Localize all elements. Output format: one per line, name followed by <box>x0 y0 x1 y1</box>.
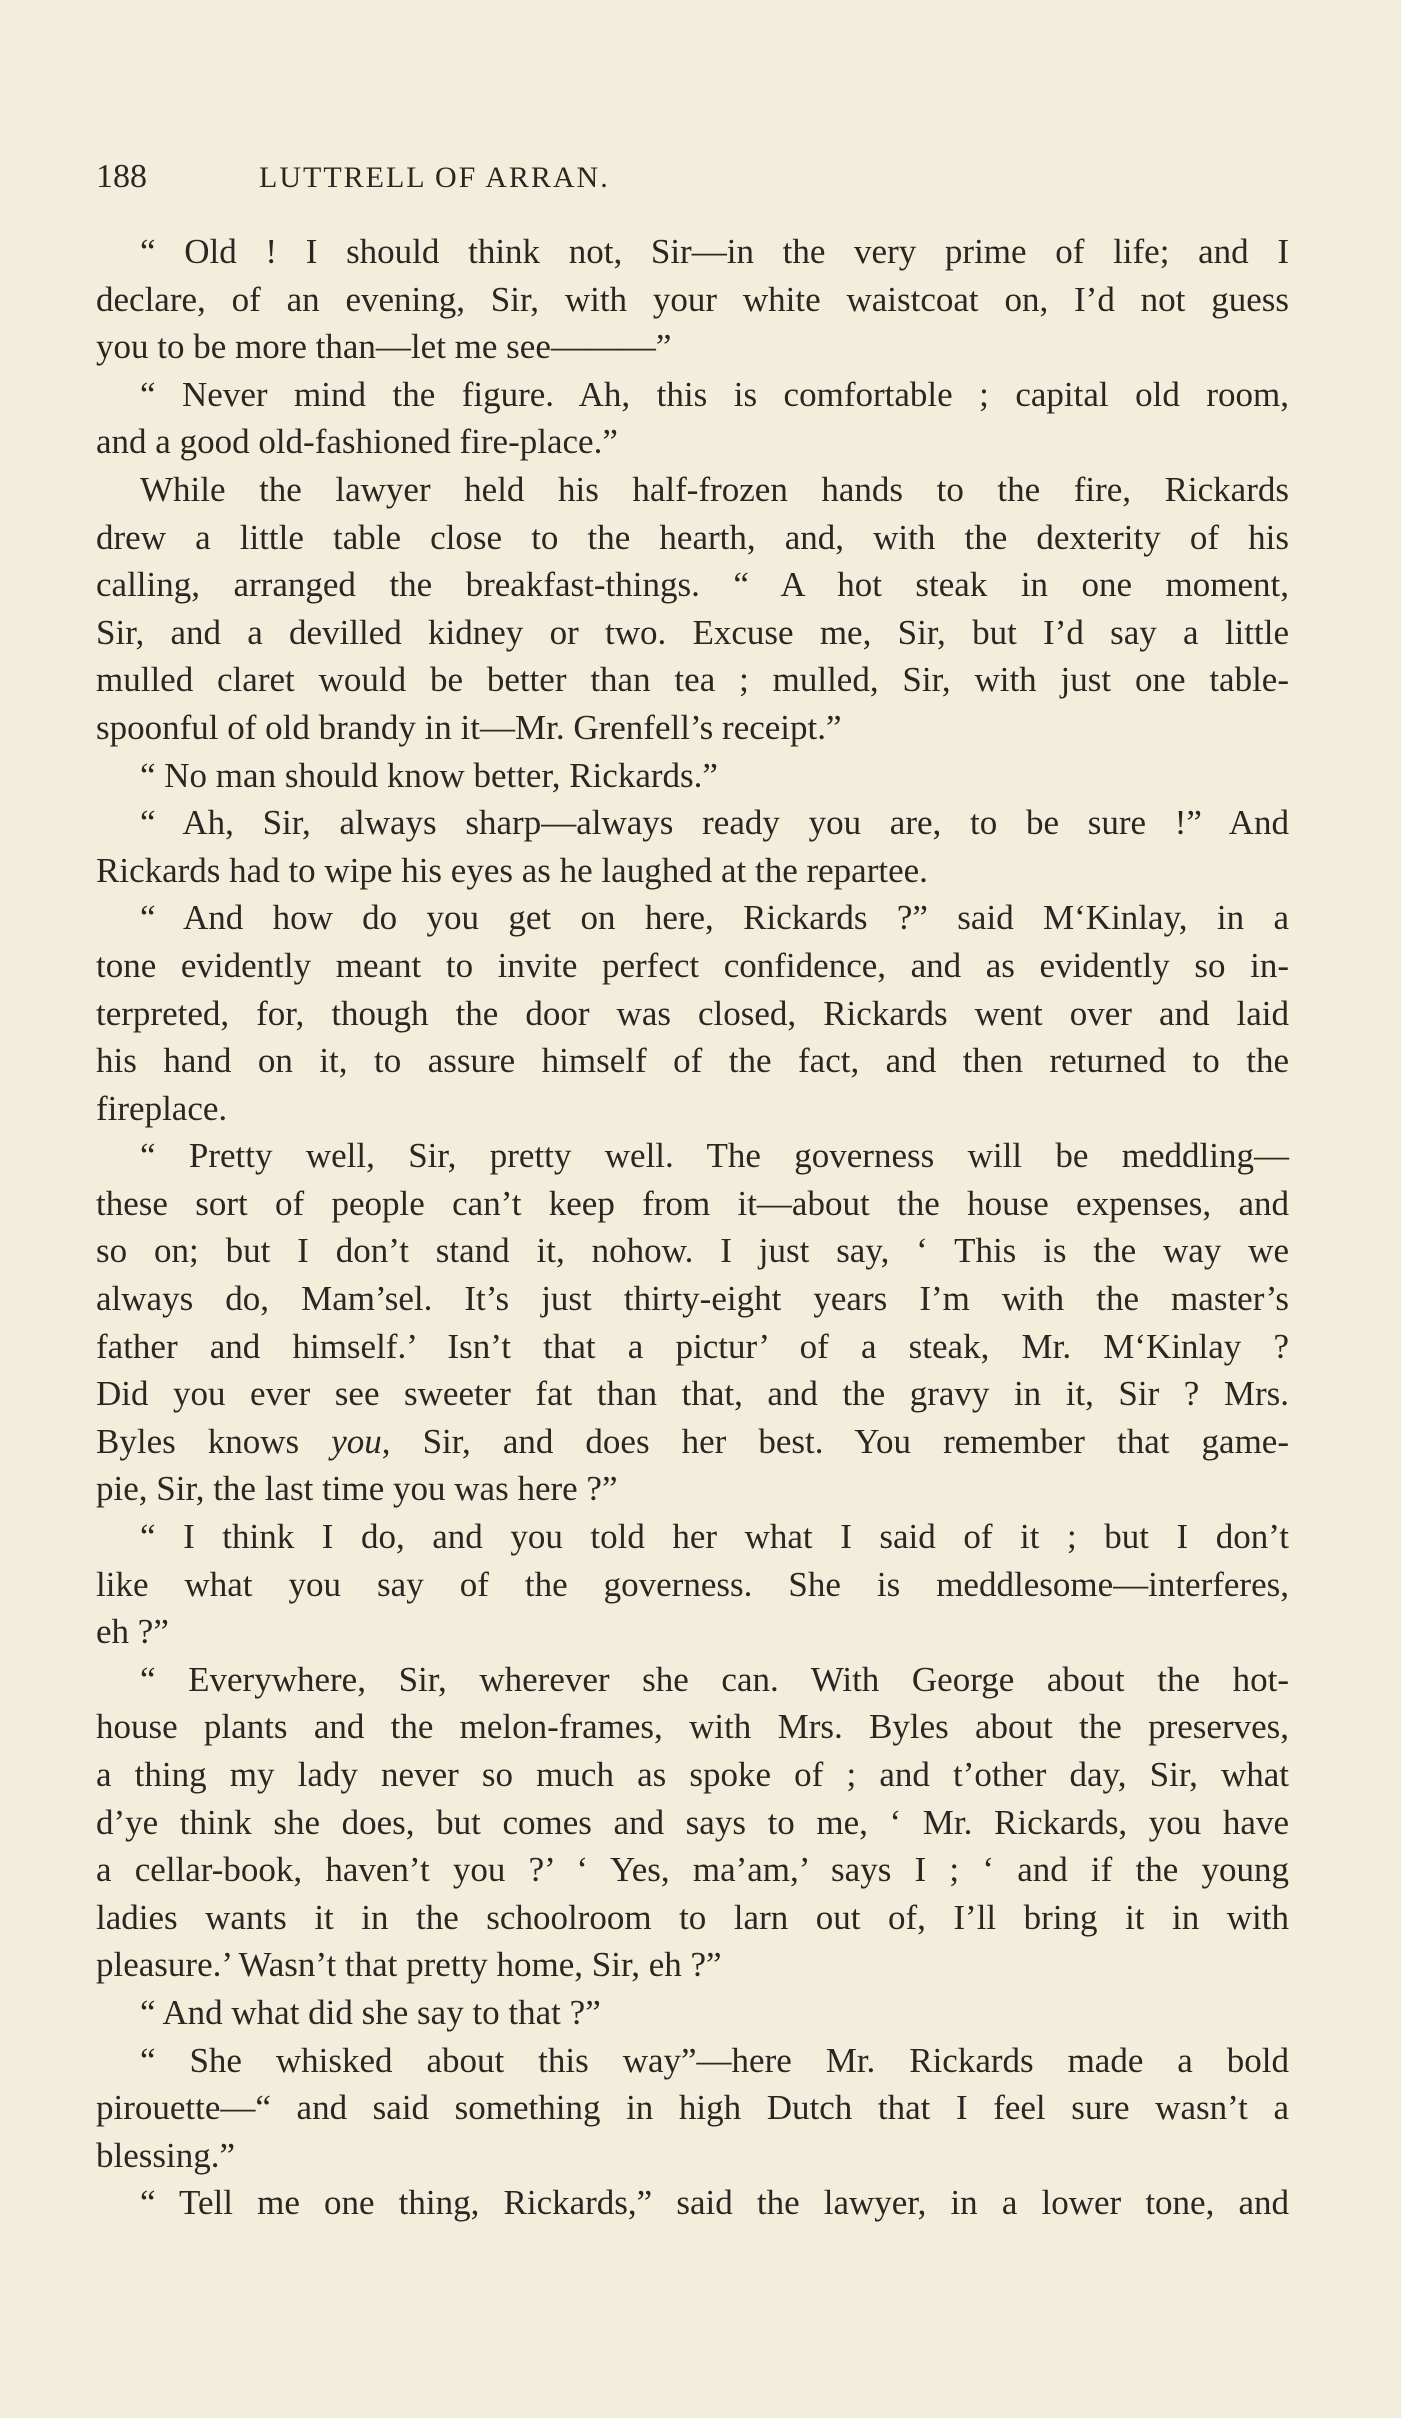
text-line: “ No man should know better, Rickards.” <box>140 755 718 795</box>
text-line: d’ye think she does, but comes and says to me, ‘ Mr. Rickards, you have <box>96 1802 1289 1842</box>
text-line: father and himself.’ Isn’t that a pictur’ of a steak, Mr. M‘Kinlay ? <box>96 1326 1289 1366</box>
text-line: terpreted, for, though the door was closed, Rickards went over and laid <box>96 993 1289 1033</box>
text-line: pleasure.’ Wasn’t that pretty home, Sir, eh ?” <box>96 1945 722 1985</box>
text-line: you to be more than—let me see———” <box>96 327 672 367</box>
text-line: “ And what did she say to that ?” <box>140 1992 601 2032</box>
text-line: Rickards had to wipe his eyes as he laughed at the repartee. <box>96 850 928 890</box>
text-line: calling, arranged the breakfast-things. “ A hot steak in one moment, <box>96 565 1289 605</box>
text-line <box>96 1418 1289 1466</box>
text-line: pie, Sir, the last time you was here ?” <box>96 1469 618 1509</box>
text-line: a thing my lady never so much as spoke of ; and t’other day, Sir, what <box>96 1755 1289 1794</box>
body-text <box>96 228 1289 2227</box>
text-segment: Byles knows <box>96 1421 332 1461</box>
text-line: declare, of an evening, Sir, with your white waistcoat on, I’d not guess <box>96 279 1289 319</box>
text-line: mulled claret would be better than tea ; mulled, Sir, with just one table- <box>96 660 1289 700</box>
text-line: always do, Mam’sel. It’s just thirty-eight years I’m with the master’s <box>96 1279 1289 1319</box>
text-line: eh ?” <box>96 1612 169 1652</box>
text-line: Sir, and a devilled kidney or two. Excuse me, Sir, but I’d say a little <box>96 612 1289 652</box>
text-line: and a good old-fashioned fire-place.” <box>96 422 618 462</box>
text-line: tone evidently meant to invite perfect confidence, and as evidently so in- <box>96 945 1289 985</box>
text-segment: , Sir, and does her best. You remember that game- <box>381 1421 1289 1461</box>
page-header <box>96 158 1286 198</box>
text-line: Did you ever see sweeter fat than that, and the gravy in it, Sir ? Mrs. <box>96 1374 1289 1414</box>
running-title: LUTTRELL OF ARRAN. <box>259 161 610 194</box>
text-line: “ Never mind the figure. Ah, this is comfortable ; capital old room, <box>140 374 1289 414</box>
text-line: so on; but I don’t stand it, nohow. I just say, ‘ This is the way we <box>96 1231 1289 1271</box>
text-line: “ She whisked about this way”—here Mr. Rickards made a bold <box>140 2040 1289 2080</box>
text-line: these sort of people can’t keep from it—about the house expenses, and <box>96 1183 1289 1223</box>
text-line: his hand on it, to assure himself of the fact, and then returned to the <box>96 1041 1289 1081</box>
text-line: “ Everywhere, Sir, wherever she can. With George about the hot- <box>140 1659 1289 1699</box>
page-number: 188 <box>96 158 147 195</box>
text-line: house plants and the melon-frames, with Mrs. Byles about the preserves, <box>96 1707 1289 1747</box>
text-line: ladies wants it in the schoolroom to larn out of, I’ll bring it in with <box>96 1897 1289 1937</box>
text-line: a cellar-book, haven’t you ?’ ‘ Yes, ma’am,’ says I ; ‘ and if the young <box>96 1850 1289 1890</box>
text-line: “ Tell me one thing, Rickards,” said the lawyer, in a lower tone, and <box>140 2183 1289 2223</box>
text-line: like what you say of the governess. She is meddlesome—interferes, <box>96 1564 1289 1604</box>
text-line: blessing.” <box>96 2135 236 2175</box>
text-line: fireplace. <box>96 1088 228 1128</box>
text-line: pirouette—“ and said something in high Dutch that I feel sure wasn’t a <box>96 2088 1289 2128</box>
text-line: “ Pretty well, Sir, pretty well. The governess will be meddling— <box>140 1136 1289 1176</box>
text-line: “ Ah, Sir, always sharp—always ready you are, to be sure !” And <box>140 803 1289 843</box>
text-line: “ I think I do, and you told her what I said of it ; but I don’t <box>140 1517 1289 1557</box>
text-line: “ Old ! I should think not, Sir—in the very prime of life; and I <box>140 232 1289 271</box>
text-line: While the lawyer held his half-frozen hands to the fire, Rickards <box>140 469 1289 509</box>
text-line: “ And how do you get on here, Rickards ?” said M‘Kinlay, in a <box>140 898 1289 938</box>
text-line: drew a little table close to the hearth, and, with the dexterity of his <box>96 517 1289 557</box>
emphasis-text: you <box>331 1421 382 1461</box>
text-line: spoonful of old brandy in it—Mr. Grenfell’s receipt.” <box>96 707 842 747</box>
